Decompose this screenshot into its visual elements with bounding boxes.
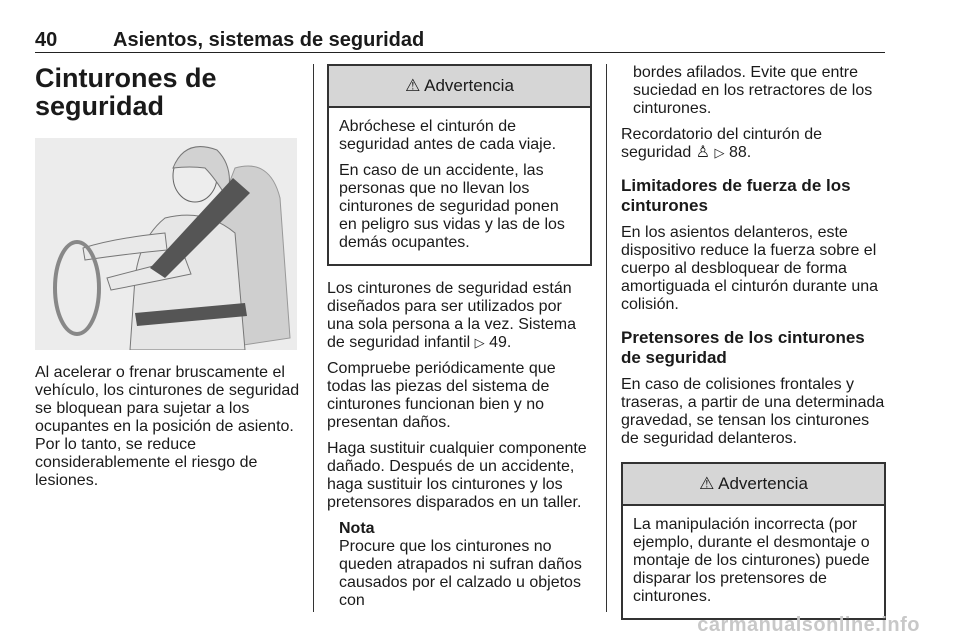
note-title: Nota xyxy=(339,520,375,537)
column-2 xyxy=(327,64,592,610)
warning-text-2: En caso de un accidente, las personas que no llevan los cinturones de seguridad ponen en peligro sus vidas y las de los demás ocupantes. xyxy=(339,162,565,251)
chapter-title xyxy=(35,64,301,120)
warning-triangle-icon: ⚠ xyxy=(405,76,421,95)
page-reference-link[interactable]: 49. xyxy=(489,334,512,351)
page-reference-icon: ▷ xyxy=(474,335,485,350)
reminder-paragraph xyxy=(621,126,886,162)
heading-pretensioners: Pretensores de los cinturones de seguridad xyxy=(621,328,865,367)
note-text: Procure que los cinturones no queden atrapados ni sufran daños causados por el calzado u objetos con xyxy=(339,538,582,609)
warning-text: La manipulación incorrecta (por ejemplo, durante el desmontaje o montaje de los cinturones) puede disparar los pretensores de cinturones. xyxy=(633,516,870,605)
warning-header-2 xyxy=(623,464,884,506)
heading-force-limiters: Limitadores de fuerza de los cinturones xyxy=(621,176,851,215)
watermark: carmanualsonline.info xyxy=(697,614,920,636)
chapter-title-line1: Cinturones de xyxy=(35,63,217,93)
warning-box-2 xyxy=(621,462,886,620)
paragraph-design-text: Los cinturones de seguridad están diseñados para ser utilizados por una sola persona a la vez. Sistema de seguridad infantil xyxy=(327,280,577,351)
column-divider-1 xyxy=(313,64,314,612)
warning-box-1 xyxy=(327,64,592,266)
chapter-title-line2: seguridad xyxy=(35,91,165,121)
intro-paragraph: Al acelerar o frenar bruscamente el vehículo, los cinturones de seguridad se bloquean para sujetar a los ocupantes en la posición de asiento. Por lo tanto, se reduce considerablemente el riesgo de lesiones. xyxy=(35,364,300,489)
page-reference-icon: ▷ xyxy=(714,145,725,160)
note-continuation: bordes afilados. Evite que entre suciedad en los retractores de los cinturones. xyxy=(633,64,873,117)
warning-body-1 xyxy=(329,108,590,264)
warning-triangle-icon: ⚠ xyxy=(699,474,715,493)
paragraph-design xyxy=(327,280,592,352)
warning-body-2 xyxy=(623,506,884,618)
driver-with-seatbelt-image xyxy=(35,138,297,350)
page-number: 40 xyxy=(35,29,58,51)
warning-text-1: Abróchese el cinturón de seguridad antes de cada viaje. xyxy=(339,118,557,153)
reminder-text: Recordatorio del cinturón de seguridad xyxy=(621,126,823,161)
seatbelt-reminder-icon: ♙ xyxy=(695,144,711,161)
page-header xyxy=(35,28,885,53)
warning-title: Advertencia xyxy=(424,76,514,95)
paragraph-check: Compruebe periódicamente que todas las piezas del sistema de cinturones funcionan bien y no presentan daños. xyxy=(327,360,556,431)
page-reference-link[interactable]: 88. xyxy=(728,144,752,161)
column-divider-2 xyxy=(606,64,607,612)
column-1 xyxy=(35,64,301,498)
warning-title: Advertencia xyxy=(718,474,808,493)
warning-header-1 xyxy=(329,66,590,108)
seatbelt-illustration xyxy=(35,138,297,350)
paragraph-force-limiters: En los asientos delanteros, este dispositivo reduce la fuerza sobre el cuerpo al desbloquear de forma amortiguada el cinturón durante una colisión. xyxy=(621,224,879,313)
paragraph-replace: Haga sustituir cualquier componente dañado. Después de un accidente, haga sustituir los cinturones y los pretensores disparados en un taller. xyxy=(327,440,587,511)
column-3 xyxy=(621,64,886,634)
section-title: Asientos, sistemas de seguridad xyxy=(113,29,425,51)
note-block xyxy=(327,520,592,610)
paragraph-pretensioners: En caso de colisiones frontales y traseras, a partir de una determinada gravedad, se tensan los cinturones de seguridad delanteros. xyxy=(621,376,885,447)
